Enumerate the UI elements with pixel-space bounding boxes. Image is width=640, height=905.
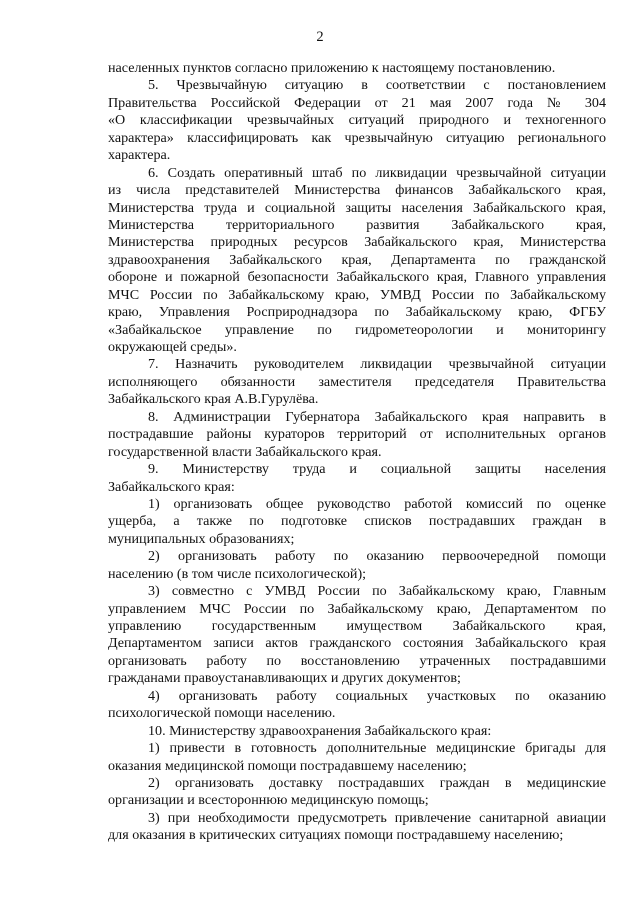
text-line: Департаментом записи актов гражданского состояния Забайкальского края <box>108 635 606 652</box>
text-line: управлением МЧС России по Забайкальскому краю, Департаментом по <box>108 600 606 617</box>
text-line: 9. Министерству труда и социальной защиты населения <box>148 461 606 478</box>
text-line: 2) организовать работу по оказанию первоочередной помощи <box>148 548 606 565</box>
text-line: Министерства территориального развития Забайкальского края, <box>108 216 606 233</box>
text-line: Забайкальского края: <box>108 478 235 495</box>
paragraph <box>108 688 606 723</box>
text-line: из числа представителей Министерства финансов Забайкальского края, <box>108 182 606 199</box>
text-line: населению (в том числе психологической); <box>108 565 367 582</box>
text-line: 1) привести в готовность дополнительные медицинские бригады для <box>148 740 606 757</box>
text-line: 8. Администрации Губернатора Забайкальского края направить в <box>148 408 606 425</box>
text-line: краю, Управления Росприроднадзора по Забайкальскому краю, ФГБУ <box>108 304 606 321</box>
paragraph <box>108 740 606 775</box>
text-line: Министерства труда и социальной защиты населения Забайкальского края, <box>108 199 606 216</box>
text-line: 3) при необходимости предусмотреть привлечение санитарной авиации <box>148 809 606 826</box>
page-number: 2 <box>316 29 324 45</box>
paragraph <box>108 77 606 164</box>
paragraph <box>108 775 606 810</box>
paragraph <box>108 583 606 688</box>
text-line: государственной власти Забайкальского края. <box>108 443 382 460</box>
text-line: Министерства природных ресурсов Забайкальского края, Министерства <box>108 234 606 251</box>
paragraph <box>108 165 606 357</box>
document-body <box>108 60 606 845</box>
text-line: 10. Министерству здравоохранения Забайкальского края: <box>148 722 492 739</box>
paragraph <box>108 461 606 496</box>
text-line: окружающей среды». <box>108 339 237 355</box>
text-line: ущерба, а также по подготовке списков пострадавших граждан в <box>108 513 606 530</box>
text-line: 3) совместно с УМВД России по Забайкальскому краю, Главным <box>148 583 606 600</box>
text-line: оказания медицинской помощи пострадавшему населению; <box>108 757 467 774</box>
text-line: 1) организовать общее руководство работой комиссий по оценке <box>148 495 606 512</box>
text-line: гражданами правоустанавливающих и других документов; <box>108 670 461 687</box>
paragraph <box>108 723 606 740</box>
text-line: здравоохранения Забайкальского края, Департамента по гражданской <box>108 251 606 268</box>
text-line: Забайкальского края А.В.Гурулёва. <box>108 391 319 408</box>
text-line: 2) организовать доставку пострадавших граждан в медицинские <box>148 774 606 791</box>
text-line: психологической помощи населению. <box>108 705 336 722</box>
text-line: организации и всестороннюю медицинскую помощь; <box>108 792 429 809</box>
text-line: организовать работу по восстановлению утраченных пострадавшими <box>108 652 606 669</box>
text-line: 7. Назначить руководителем ликвидации чрезвычайной ситуации <box>148 356 606 373</box>
text-line: 5. Чрезвычайную ситуацию в соответствии с постановлением <box>148 77 606 94</box>
paragraph <box>108 496 606 548</box>
text-line: Правительства Российской Федерации от 21 мая 2007 года № 304 <box>108 94 606 111</box>
text-line: населенных пунктов согласно приложению к настоящему постановлению. <box>108 60 556 76</box>
paragraph <box>108 60 606 77</box>
text-line: МЧС России по Забайкальскому краю, УМВД России по Забайкальскому <box>108 286 606 303</box>
text-line: пострадавшие районы кураторов территорий от исполнительных органов <box>108 426 606 443</box>
paragraph <box>108 810 606 845</box>
text-line: «О классификации чрезвычайных ситуаций природного и техногенного <box>108 112 606 129</box>
text-line: характера. <box>108 147 171 164</box>
paragraph <box>108 548 606 583</box>
text-line: для оказания в критических ситуациях помощи пострадавшему населению; <box>108 827 564 844</box>
text-line: исполняющего обязанности заместителя председателя Правительства <box>108 373 606 390</box>
paragraph <box>108 356 606 408</box>
text-line: 6. Создать оперативный штаб по ликвидации чрезвычайной ситуации <box>148 164 606 181</box>
text-line: 4) организовать работу социальных участковых по оказанию <box>148 687 606 704</box>
text-line: характера» классифицировать как чрезвычайную ситуацию регионального <box>108 129 606 146</box>
text-line: управлению государственным имуществом Забайкальского края, <box>108 618 606 634</box>
paragraph <box>108 409 606 461</box>
text-line: муниципальных образованиях; <box>108 530 295 547</box>
text-line: «Забайкальское управление по гидрометеорологии и мониторингу <box>108 321 606 338</box>
text-line: обороне и пожарной безопасности Забайкальского края, Главного управления <box>108 269 606 286</box>
